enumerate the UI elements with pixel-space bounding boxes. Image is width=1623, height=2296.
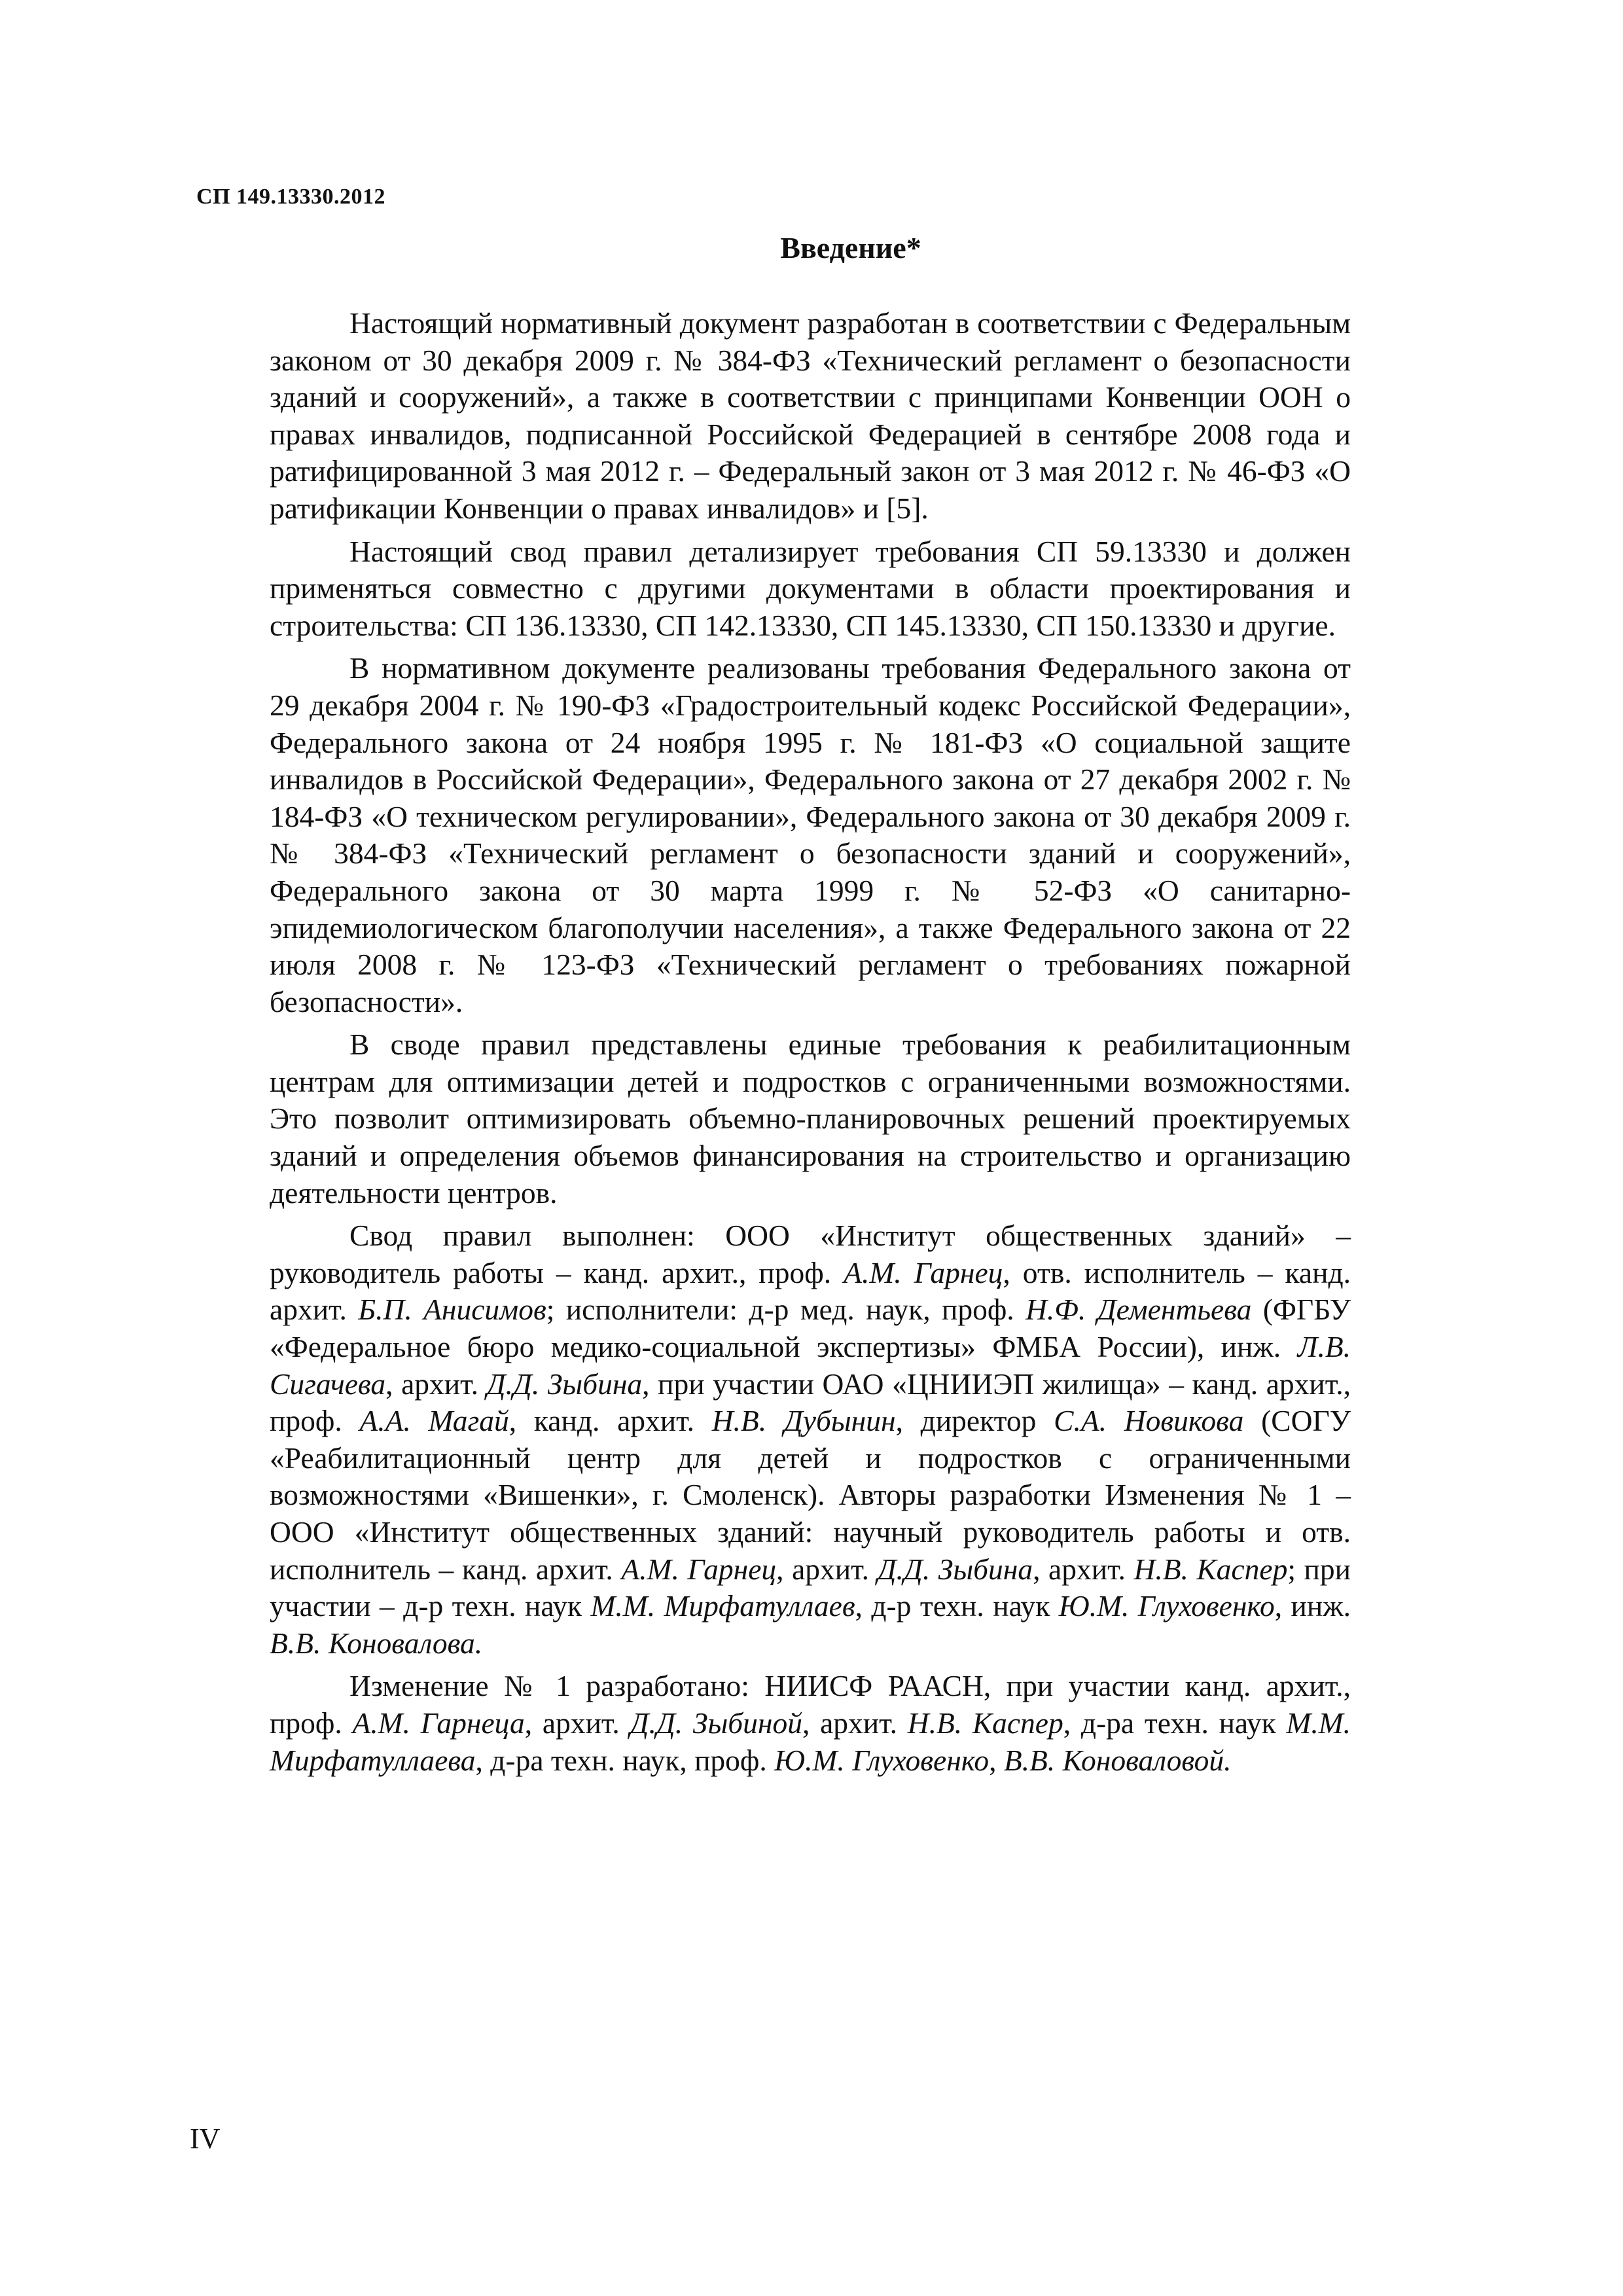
person-name: Ю.М. Глуховенко [1058,1589,1275,1623]
text-run: , отв. исполнитель – канд. архит. [270,1255,1351,1327]
paragraph [270,1026,1351,1211]
text-run: (ФГБУ «Федеральное бюро медико-социальной экспертизы» ФМБА России), инж. [270,1293,1351,1364]
document-code: СП 149.13330.2012 [196,185,385,209]
text-run: , д-р техн. наук [855,1589,1059,1623]
text-run: , архит. [1033,1552,1134,1586]
person-name: Д.Д. Зыбина [877,1552,1033,1586]
person-name: М.М. Мирфатуллаева [270,1706,1351,1777]
text-run: Настоящий свод правил детализирует требования СП 59.13330 и должен применяться совместно с другими документами в области проектирования и строительства: СП 136.13330, СП 142.13330, СП 145.13330, СП 150.13330 и другие. [270,534,1351,642]
text-run: В нормативном документе реализованы требования Федерального закона от 29 декабря 2004 г. № 190-ФЗ «Градостроительный кодекс Российской Федерации», Федерального закона от 24 ноября 1995 г. № 181-ФЗ «О социальной защите инвалидов в Российской Федерации», Федерального закона от 27 декабря 2002 г. № 184-ФЗ «О техническом регулировании», Федерального закона от 30 декабря 2009 г. № 384-ФЗ «Технический регламент о безопасности зданий и сооружений», Федерального закона от 30 марта 1999 г. № 52-ФЗ «О санитарно-эпидемиологическом благополучии населения», а также Федерального закона от 22 июля 2008 г. № 123-ФЗ «Технический регламент о требованиях пожарной безопасности». [270,651,1351,1018]
paragraph [270,1217,1351,1662]
person-name: В.В. Коноваловой. [1003,1743,1232,1777]
person-name: М.М. Мирфатуллаев [590,1589,855,1623]
text-run: В своде правил представлены единые требования к реабилитационным центрам для оптимизации детей и подростков с ограниченными возможностями. Это позволит оптимизировать объемно-планировочных решений проектируемых зданий и определения объемов финансирования на строительство и организацию деятельности центров. [270,1028,1351,1210]
person-name: Н.В. Каспер [1133,1552,1288,1586]
document-body [270,305,1351,1779]
paragraph [270,1668,1351,1779]
person-name: Н.Ф. Дементьева [1026,1293,1252,1327]
text-run: (СОГУ «Реабилитационный центр для детей и подростков с ограниченными возможностями «Вишенки», г. Смоленск). Авторы разработки Изменения № 1 – ООО «Институт общественных зданий: научный руководитель работы и отв. исполнитель – канд. архит. [270,1404,1351,1586]
person-name: Б.П. Анисимов [358,1293,546,1327]
text-run: , архит. [776,1552,878,1586]
person-name: Ю.М. Глуховенко [774,1743,990,1777]
person-name: А.М. Гарнец [621,1552,777,1586]
text-run: , инж. [1274,1589,1351,1623]
text-run: , директор [895,1404,1054,1438]
person-name: Н.В. Дубынин [711,1404,896,1438]
text-run: , архит. [524,1706,630,1740]
person-name: В.В. Коновалова. [270,1626,483,1660]
text-run: Свод правил выполнен: ООО «Институт общественных зданий» – руководитель работы – канд. архит., проф. [270,1219,1351,1289]
paragraph [270,650,1351,1020]
text-run: , архит. [802,1706,908,1740]
paragraph [270,305,1351,528]
text-run: , д-ра техн. наук [1063,1706,1287,1740]
text-run: , [989,1743,1004,1777]
person-name: Н.В. Каспер [907,1706,1063,1740]
text-run: Изменение № 1 разработано: НИИСФ РААСН, при участии канд. архит., проф. [270,1669,1351,1740]
person-name: Д.Д. Зыбиной [630,1706,802,1740]
paragraph [270,533,1351,645]
text-run: ; исполнители: д-р мед. наук, проф. [546,1293,1026,1327]
text-run: , архит. [385,1367,487,1401]
text-run: ; при участии – д-р техн. наук [270,1552,1351,1623]
person-name: Д.Д. Зыбина [486,1367,643,1401]
text-run: , при участии ОАО «ЦНИИЭП жилища» – канд. архит., проф. [270,1367,1351,1438]
person-name: С.А. Новикова [1054,1404,1244,1438]
text-run: , канд. архит. [508,1404,712,1438]
text-run: , д-ра техн. наук, проф. [475,1743,775,1777]
person-name: А.М. Гарнеца [352,1706,525,1740]
person-name: А.М. Гарнец [844,1255,1003,1289]
section-title: Введение* [780,231,921,264]
page-number: IV [190,2123,221,2155]
person-name: Л.В. Сигачева [270,1330,1351,1401]
text-run: Настоящий нормативный документ разработан в соответствии с Федеральным законом от 30 декабря 2009 г. № 384-ФЗ «Технический регламент о безопасности зданий и сооружений», а также в соответствии с принципами Конвенции ООН о правах инвалидов, подписанной Российской Федерацией в сентябре 2008 года и ратифицированной 3 мая 2012 г. – Федеральный закон от 3 мая 2012 г. № 46-ФЗ «О ратификации Конвенции о правах инвалидов» и [5]. [270,306,1351,525]
person-name: А.А. Магай [359,1404,509,1438]
